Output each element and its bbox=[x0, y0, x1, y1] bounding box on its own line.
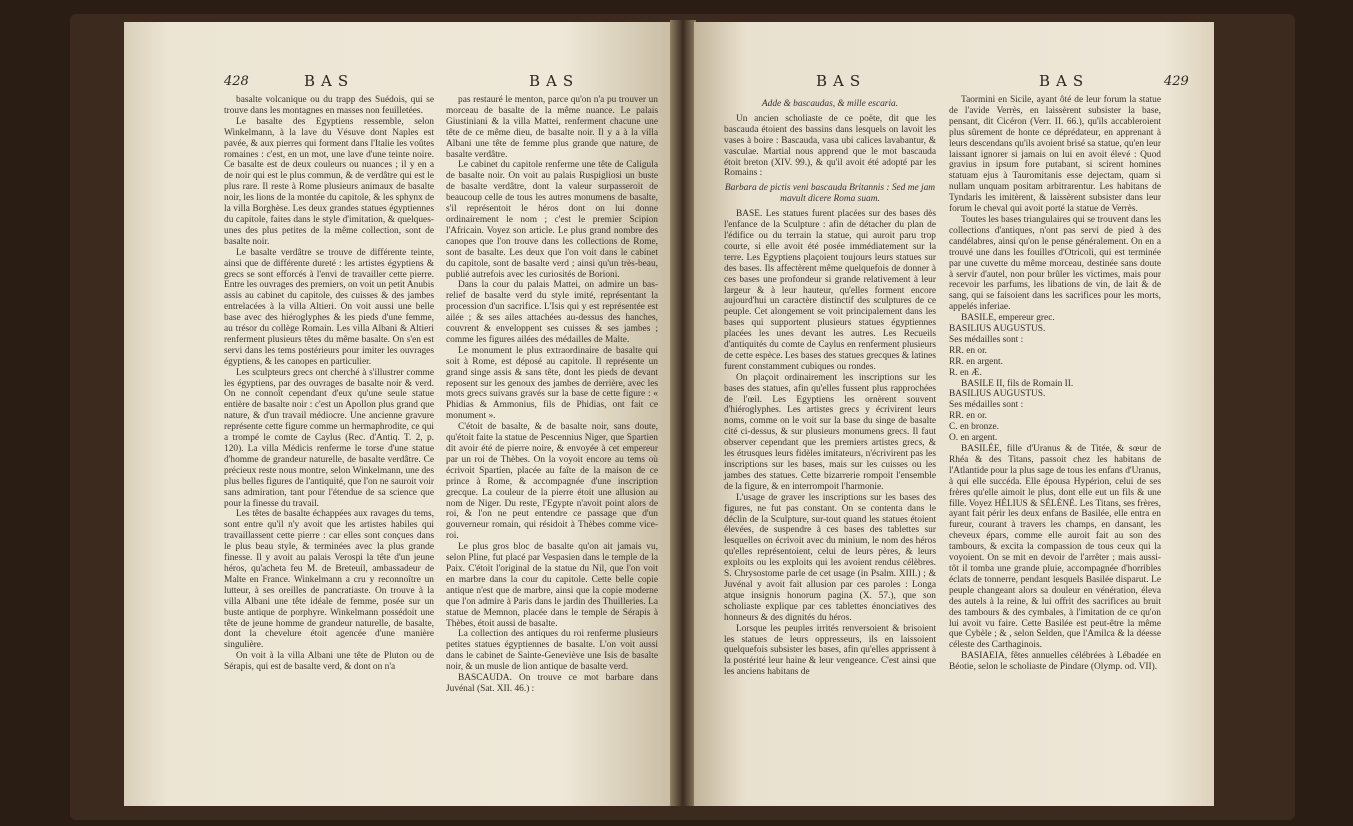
paragraph: On voit à la villa Albani une tête de Pluton ou de Sérapis, qui est de basalte verd, & dont on n'a bbox=[224, 651, 434, 673]
paragraph: pas restauré le menton, parce qu'on n'a pu trouver un morceau de basalte de la même nuance. Le palais Giustiniani & la villa Mattei, renferment chacune une tête de ce même dieu, de basalte noir. Il y a à la villa Albani une tête de femme plus grande que nature, de basalte verdâtre. bbox=[446, 95, 658, 160]
paragraph: Dans la cour du palais Mattei, on admire un bas-relief de basalte verd du style imité, représentant la procession d'un sacrifice. L'Isis qui y est représentée est ailée ; & ses ailes attachées au-dessus des hanches, couvrent & enveloppent ses cuisses & ses jambes ; comme les figures ailées des médailles de Malte. bbox=[446, 280, 658, 345]
paragraph: RR. en or. bbox=[949, 411, 988, 422]
paragraph: Les sculpteurs grecs ont cherché à s'illustrer comme les égyptiens, par des ouvrages de basalte noir & verd. On ne connoît cependant d'eux qu'une seule statue entière de basalte noir : c'est un Apollon plus grand que nature, & d'un travail médiocre. Une ancienne gravure représente cette figure comme un hermaphrodite, ce qui a trompé le comte de Caylus (Rec. d'Antiq. T. 2, p. 120). La villa Médicis renferme le torse d'une statue d'homme de grandeur naturelle, de basalte verdâtre. Ce précieux reste nous montre, selon Winkelmann, une des plus belles figures de l'antiquité, que l'on ne sauroit voir sans admiration, tant pour l'étendue de sa science que pour la finesse du travail. bbox=[224, 367, 434, 509]
paragraph: BASILIUS AUGUSTUS. bbox=[949, 389, 1046, 400]
left-column-2 bbox=[446, 95, 658, 695]
paragraph: BASILIUS AUGUSTUS. bbox=[949, 324, 1046, 335]
paragraph: Les têtes de basalte échappées aux ravages du tems, sont entre qu'il n'y avoit que les artistes habiles qui travaillassent cette pierre : car elles sont conçues dans le plus beau style, & terminées avec la plus grande finesse. Il y avoit au palais Verospi la tête d'un jeune héros, qu'acheta feu M. de Breteuil, ambassadeur de Malte en France. Winkelmann a cru y reconnoître un lutteur, à ses oreilles de pancratiaste. On trouve à la villa Albani une tête idéale de femme, posée sur un buste antique de porphyre. Winkelmann possédoit une tête de jeune homme de grandeur naturelle, de basalte, dont la chevelure étoit agencée d'une manière singulière. bbox=[224, 509, 434, 651]
paragraph: C'étoit de basalte, & de basalte noir, sans doute, qu'étoit faite la statue de Pescennius Niger, que Spartien dit avoir été de pierre noire, & envoyée à cet empereur par un roi de Thèbes. On la voyoit encore au tems où écrivoit Spartien, placée au faîte de la maison de ce prince à Rome, & accompagnée d'une inscription grecque. La couleur de la pierre étoit une allusion au nom de Niger. Du reste, l'Egypte n'avoit point alors de roi, & l'on ne peut entendre ce passage que d'un gouverneur romain, qui résidoit à Thèbes comme vice-roi. bbox=[446, 422, 658, 542]
right-running-head-2: BAS bbox=[1039, 72, 1090, 90]
paragraph: basalte volcanique ou du trapp des Suédois, qui se trouve dans les montagnes en masses non feuilletées. bbox=[224, 95, 434, 116]
paragraph: Le plus gros bloc de basalte qu'on ait jamais vu, selon Pline, fut placé par Vespasien dans le temple de la Paix. C'étoit l'original de la statue du Nil, que l'on voit en marbre dans la cour du capitole. Cette belle copie antique n'est que de marbre, ainsi que la copie moderne que l'on admire à Paris dans le jardin des Thuilleries. La statue de Memnon, placée dans le temple de Sérapis à Thèbes, étoit aussi de basalte. bbox=[446, 542, 658, 629]
left-folio: 428 bbox=[224, 74, 249, 89]
paragraph: Le basalte des Egyptiens ressemble, selon Winkelmann, à la lave du Vésuve dont Naples est pavée, & aux pierres qui forment dans l'Italie les voûtes romaines : c'est, en un mot, une lave d'une teinte noire. Ce basalte est de deux couleurs ou nuances ; il y en a de noir qui est le plus commun, & de verdâtre qui est le plus rare. Il reste à Rome plusieurs animaux de basalte noir, les lions de la montée du capitole, & les sphynx de la villa Borghèse. Les deux grandes statues égyptiennes du capitole, faites dans le style d'imitation, & quelques-unes des plus petites de la même collection, sont de basalte noir. bbox=[224, 116, 434, 247]
paragraph: BASCAUDA. On trouve ce mot barbare dans Juvénal (Sat. XII. 46.) : bbox=[446, 673, 658, 694]
paragraph: O. en argent. bbox=[949, 433, 998, 444]
left-running-head-2: BAS bbox=[529, 72, 580, 90]
right-folio: 429 bbox=[1164, 74, 1189, 89]
paragraph: BASILÉE, fille d'Uranus & de Titée, & sœur de Rhéa & des Titans, passoit chez les habitans de l'Atlantide pour la plus sage de tous les enfans d'Uranus, à qui elle succéda. Elle épousa Hypérion, celui de ses frères qu'elle aimoit le plus, dont elle eut un fils & une fille. Voyez HÉLIUS & SÉLÉNÉ. Les Titans, ses frères, ayant fait périr les deux enfans de Basilée, elle entra en fureur, courant à travers les champs, en dansant, les cheveux épars, comme elle auroit fait au son des tambours, & excita la compassion de tous ceux qui la voyoient. On se mit en devoir de l'arrêter ; mais aussi-tôt il tomba une grande pluie, accompagnée d'horribles éclats de tonnerre, pendant lesquels Basilée disparut. Le peuple changeant alors sa douleur en vénération, éleva des autels à la reine, & lui offrit des sacrifices au bruit des tambours & des cymbales, à l'imitation de ce qu'on lui avoit vu faire. Cette Basilée est peut-être la même que Cybèle ; & , selon Selden, que l'Amilca & la déesse céleste des Carthaginois. bbox=[949, 444, 1161, 651]
left-page bbox=[124, 22, 672, 806]
paragraph: Lorsque les peuples irrités renversoient & brisoient les statues de leurs oppresseurs, ils en laissoient quelquefois subsister les bases, afin qu'elles apprissent à la postérité leur haine & leur vengeance. C'est ainsi que les anciens habitans de bbox=[724, 623, 936, 678]
paragraph: Taormini en Sicile, ayant ôté de leur forum la statue de l'avide Verrès, en laissèrent subsister la base, pensant, dit Cicéron (Verr. II. 66.), qu'ils accableroient plus sûrement de honte ce déprédateur, en apprenant à leurs descendans qu'ils avoient brisé sa statue, qu'en leur laissant ignorer si jamais on lui en avoit élevé : Quod gravius in ipsum fore putabant, si scirent homines statuam ejus à Tauromitanis esse dejectam, quam si nullam unquam positam arbitrarentur. Les habitans de Tyndaris les imitèrent, & laissèrent subsister dans leur forum le cheval qui avoit porté la statue de Verrès. bbox=[949, 95, 1161, 215]
right-column-2 bbox=[949, 95, 1161, 673]
paragraph: La collection des antiques du roi renferme plusieurs petites statues égyptiennes de basalte. L'on voit aussi dans le cabinet de Sainte-Geneviève une Isis de basalte noir, & un musle de lion antique de basalte verd. bbox=[446, 629, 658, 673]
paragraph: BASIAEIA, fêtes annuelles célébrées à Lébadée en Béotie, selon le scholiaste de Pindare (Olymp. od. VII). bbox=[949, 651, 1161, 673]
paragraph: Le cabinet du capitole renferme une tête de Caligula de basalte noir. On voit au palais Ruspigliosi un buste de basalte verdâtre, dont la valeur surpasseroit de beaucoup celle de tous les autres monumens de basalte, s'il représentoit le héros dont on lui donne ordinairement le nom ; c'est le premier Scipion l'Africain. Voyez son article. Le plus grand nombre des canopes que l'on trouve dans les collections de Rome, sont de basalte. Les deux que l'on voit dans le cabinet du capitole, sont de basalte verd ; ainsi qu'un très-beau, publié autrefois avec les curiosités de Borioni. bbox=[446, 160, 658, 280]
paragraph: Ses médailles sont : bbox=[949, 334, 1024, 345]
paragraph: Ses médailles sont : bbox=[949, 400, 1024, 411]
book-gutter bbox=[670, 20, 696, 806]
paragraph: Toutes les bases triangulaires qui se trouvent dans les collections d'antiques, n'ont pas servi de pied à des candélabres, ainsi qu'on le pense généralement. On en a trouvé une dans les fouilles d'Otricoli, qui est terminée par une cuvette du même morceau, destinée sans doute à servir d'autel, non pour brûler les victimes, mais pour recevoir les parfums, les libations de vin, de lait & de sang, qui se faisoient dans les sacrifices pour les morts, appelés inferiae. bbox=[949, 214, 1161, 313]
paragraph: RR. en argent. bbox=[949, 356, 1003, 367]
paragraph: Barbara de pictis veni bascauda Britannis : Sed me jam mavult dicere Roma suam. bbox=[724, 183, 936, 205]
paragraph: On plaçoit ordinairement les inscriptions sur les bases des statues, afin qu'elles fussent plus rapprochées de l'œil. Les Egyptiens les ornèrent souvent d'hiéroglyphes. Les artistes grecs y écrivirent leurs noms, comme on le voit sur la base du singe de basalte cité ci-dessus, & sur plusieurs monumens grecs. Il faut observer cependant que les premiers artistes grecs, & les étrusques leurs fidèles imitateurs, n'écrivirent pas les inscriptions sur les bases, mais sur les cuisses ou les jambes des statues. Cette bizarrerie rompoit l'ensemble de la figure, & en interrompoit l'harmonie. bbox=[724, 372, 936, 492]
left-running-head-1: BAS bbox=[304, 72, 355, 90]
left-column-1 bbox=[224, 95, 434, 673]
right-page bbox=[694, 22, 1214, 806]
paragraph: Adde & bascaudas, & mille escaria. bbox=[761, 99, 899, 109]
paragraph: RR. en or. bbox=[949, 345, 988, 356]
paragraph: BASILE, empereur grec. bbox=[961, 313, 1055, 324]
paragraph: Un ancien scholiaste de ce poëte, dit que les bascauda étoient des bassins dans lesquels on lavoit les vases à boire : Bascauda, vasa ubi calices lavabantur, & vasculae. Martial nous apprend que le mot bascauda étoit breton (XIV. 99.), & qu'il avoit été adopté par les Romains : bbox=[724, 113, 936, 179]
paragraph: Le monument le plus extraordinaire de basalte qui soit à Rome, est déposé au capitole. Il représente un grand singe assis & sans tête, dont les pieds de devant reposent sur les genoux des jambes de derrière, avec les mots grecs suivans gravés sur la base de cette figure : « Phidias & Ammonius, fils de Phidias, ont fait ce monument ». bbox=[446, 345, 658, 422]
paragraph: Le basalte verdâtre se trouve de différente teinte, ainsi que de différente dureté : les artistes égyptiens & grecs se sont efforcés à l'envi de travailler cette pierre. Entre les ouvrages des premiers, on voit un petit Anubis assis au cabinet du capitole, des cuisses & des jambes entrelacées à la villa Altieri. On voit aussi une belle base avec des hiéroglyphes & les pieds d'une femme, au trésor du collège Romain. Les villa Albani & Altieri renferment plusieurs têtes du même basalte. On s'en est servi dans les tems postérieurs pour imiter les ouvrages égyptiens, & les canopes en particulier. bbox=[224, 247, 434, 367]
paragraph: BASILE II, fils de Romain II. bbox=[961, 378, 1074, 389]
paragraph: R. en Æ. bbox=[949, 367, 982, 378]
paragraph: BASE. Les statues furent placées sur des bases dès l'enfance de la Sculpture : afin de détacher du plan de l'édifice ou du terrain la statue, qui auroit paru trop courte, si elle avoit été posée immédiatement sur la terre. Les Egyptiens plaçoient toujours leurs statues sur des bases. Ils affectèrent même quelquefois de donner à ces bases une profondeur si grande relativement à leur largeur & à leur hauteur, qu'elles forment encore aujourd'hui un caractère distinctif des sculptures de ce peuple. Cet alongement se voit principalement dans les bases qui supportent plusieurs statues égyptiennes placées les unes devant les autres. Les Recueils d'antiquités du comte de Caylus en renferment plusieurs de cette espèce. Les bases des statues grecques & latines furent constamment cubiques ou rondes. bbox=[724, 209, 936, 372]
paragraph: C. en bronze. bbox=[949, 422, 999, 433]
paragraph: L'usage de graver les inscriptions sur les bases des figures, ne fut pas constant. On se contenta dans le déclin de la Sculpture, sur-tout quand les statues étoient élevées, de suspendre à ces bases des tablettes sur lesquelles on écrivoit avec du minium, le nom des héros qu'elles représentoient, celui de leurs pères, & leurs exploits ou les exploits qui les avoient rendus célèbres. S. Chrysostome parle de cet usage (in Psalm. XIII.) ; & Juvénal y avoit fait allusion par ces paroles : Longa atque insignis honorum pagina (X. 57.), que son scholiaste explique par ces tablettes énonciatives des honneurs & des dignités du héros. bbox=[724, 492, 936, 623]
right-running-head-1: BAS bbox=[816, 72, 867, 90]
right-column-1 bbox=[724, 95, 936, 678]
